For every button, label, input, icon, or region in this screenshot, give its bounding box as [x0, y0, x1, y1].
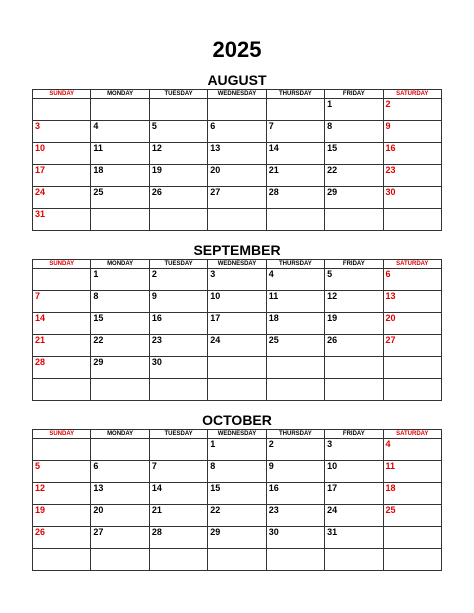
day-cell	[266, 379, 324, 401]
day-cell: 6	[383, 269, 441, 291]
day-cell: 25	[383, 505, 441, 527]
week-row	[33, 335, 442, 357]
day-cell: 12	[325, 291, 383, 313]
day-cell: 12	[149, 143, 207, 165]
day-cell	[33, 99, 91, 121]
week-row	[33, 379, 442, 401]
day-cell: 1	[208, 439, 266, 461]
day-cell: 1	[325, 99, 383, 121]
day-cell: 3	[33, 121, 91, 143]
weekday-header: TUESDAY	[149, 90, 207, 99]
day-cell: 3	[208, 269, 266, 291]
week-row	[33, 187, 442, 209]
weekday-header: THURSDAY	[266, 90, 324, 99]
day-cell: 14	[266, 143, 324, 165]
day-cell: 27	[383, 335, 441, 357]
day-cell	[383, 357, 441, 379]
day-cell: 12	[33, 483, 91, 505]
day-cell	[91, 549, 149, 571]
day-cell	[91, 99, 149, 121]
day-cell: 18	[91, 165, 149, 187]
day-cell: 2	[149, 269, 207, 291]
day-cell	[91, 439, 149, 461]
week-row	[33, 357, 442, 379]
day-cell: 11	[266, 291, 324, 313]
day-cell: 23	[383, 165, 441, 187]
week-row	[33, 439, 442, 461]
day-cell: 13	[208, 143, 266, 165]
weekday-header: TUESDAY	[149, 430, 207, 439]
day-cell: 10	[325, 461, 383, 483]
week-row	[33, 549, 442, 571]
day-cell: 2	[266, 439, 324, 461]
day-cell: 31	[33, 209, 91, 231]
weekday-header: MONDAY	[91, 260, 149, 269]
week-row	[33, 143, 442, 165]
day-cell: 19	[33, 505, 91, 527]
day-cell: 30	[383, 187, 441, 209]
day-cell: 9	[149, 291, 207, 313]
day-cell: 5	[33, 461, 91, 483]
day-cell: 23	[266, 505, 324, 527]
day-cell	[208, 209, 266, 231]
week-row	[33, 461, 442, 483]
weekday-header: WEDNESDAY	[208, 260, 266, 269]
day-cell	[383, 549, 441, 571]
day-cell	[149, 379, 207, 401]
day-cell: 8	[91, 291, 149, 313]
weekday-header: MONDAY	[91, 430, 149, 439]
day-cell	[266, 99, 324, 121]
year-title: 2025	[212, 37, 262, 62]
day-cell	[266, 549, 324, 571]
calendar-grid	[32, 429, 442, 571]
day-cell: 29	[325, 187, 383, 209]
day-cell: 20	[383, 313, 441, 335]
day-cell	[325, 549, 383, 571]
day-cell: 5	[149, 121, 207, 143]
day-cell: 11	[91, 143, 149, 165]
weekday-header: FRIDAY	[325, 260, 383, 269]
day-cell: 20	[208, 165, 266, 187]
day-cell: 29	[91, 357, 149, 379]
weekday-header: WEDNESDAY	[208, 430, 266, 439]
weekday-header: SUNDAY	[33, 430, 91, 439]
day-cell: 6	[208, 121, 266, 143]
day-cell	[149, 439, 207, 461]
day-cell: 19	[149, 165, 207, 187]
day-cell: 25	[91, 187, 149, 209]
day-cell: 22	[91, 335, 149, 357]
day-cell: 28	[149, 527, 207, 549]
day-cell: 30	[149, 357, 207, 379]
week-row	[33, 313, 442, 335]
day-cell	[33, 549, 91, 571]
weekday-header: SATURDAY	[383, 90, 441, 99]
day-cell: 8	[208, 461, 266, 483]
month-title: AUGUST	[207, 72, 267, 88]
day-cell: 28	[33, 357, 91, 379]
week-row	[33, 269, 442, 291]
week-row	[33, 505, 442, 527]
day-cell: 22	[325, 165, 383, 187]
day-cell: 15	[325, 143, 383, 165]
day-cell: 26	[149, 187, 207, 209]
day-cell: 9	[383, 121, 441, 143]
week-row	[33, 121, 442, 143]
day-cell: 2	[383, 99, 441, 121]
weekday-header: SATURDAY	[383, 260, 441, 269]
day-cell: 27	[208, 187, 266, 209]
weekday-header: THURSDAY	[266, 260, 324, 269]
weekday-header: WEDNESDAY	[208, 90, 266, 99]
weekday-header: FRIDAY	[325, 430, 383, 439]
day-cell: 15	[91, 313, 149, 335]
day-cell	[266, 357, 324, 379]
day-cell	[383, 527, 441, 549]
day-cell	[383, 379, 441, 401]
day-cell: 14	[33, 313, 91, 335]
day-cell	[149, 549, 207, 571]
day-cell: 7	[266, 121, 324, 143]
month-title: SEPTEMBER	[193, 242, 281, 258]
week-row	[33, 99, 442, 121]
week-row	[33, 291, 442, 313]
day-cell: 16	[149, 313, 207, 335]
day-cell: 17	[208, 313, 266, 335]
day-cell: 22	[208, 505, 266, 527]
day-cell	[266, 209, 324, 231]
day-cell: 30	[266, 527, 324, 549]
day-cell: 17	[33, 165, 91, 187]
day-cell: 31	[325, 527, 383, 549]
day-cell: 13	[383, 291, 441, 313]
day-cell: 18	[266, 313, 324, 335]
day-cell	[325, 209, 383, 231]
week-row	[33, 165, 442, 187]
day-cell: 3	[325, 439, 383, 461]
day-cell: 24	[33, 187, 91, 209]
day-cell	[149, 209, 207, 231]
day-cell: 18	[383, 483, 441, 505]
day-cell: 17	[325, 483, 383, 505]
weekday-header-row	[33, 260, 442, 269]
day-cell	[149, 99, 207, 121]
weekday-header: TUESDAY	[149, 260, 207, 269]
day-cell: 15	[208, 483, 266, 505]
day-cell: 10	[208, 291, 266, 313]
day-cell	[383, 209, 441, 231]
day-cell	[325, 357, 383, 379]
weekday-header: FRIDAY	[325, 90, 383, 99]
weekday-header: SUNDAY	[33, 90, 91, 99]
day-cell: 25	[266, 335, 324, 357]
week-row	[33, 209, 442, 231]
day-cell: 6	[91, 461, 149, 483]
day-cell: 21	[33, 335, 91, 357]
day-cell: 11	[383, 461, 441, 483]
day-cell: 16	[266, 483, 324, 505]
day-cell	[33, 439, 91, 461]
day-cell: 27	[91, 527, 149, 549]
day-cell	[325, 379, 383, 401]
weekday-header: SATURDAY	[383, 430, 441, 439]
week-row	[33, 483, 442, 505]
day-cell: 24	[325, 505, 383, 527]
day-cell: 1	[91, 269, 149, 291]
day-cell	[208, 379, 266, 401]
day-cell: 26	[33, 527, 91, 549]
month-title: OCTOBER	[202, 412, 272, 428]
day-cell: 13	[91, 483, 149, 505]
day-cell: 5	[325, 269, 383, 291]
weekday-header: MONDAY	[91, 90, 149, 99]
day-cell: 10	[33, 143, 91, 165]
day-cell: 24	[208, 335, 266, 357]
week-row	[33, 527, 442, 549]
weekday-header: SUNDAY	[33, 260, 91, 269]
day-cell: 26	[325, 335, 383, 357]
day-cell: 7	[33, 291, 91, 313]
weekday-header-row	[33, 90, 442, 99]
month-september	[32, 242, 442, 401]
day-cell	[208, 357, 266, 379]
day-cell: 21	[266, 165, 324, 187]
day-cell	[33, 379, 91, 401]
month-october	[32, 412, 442, 571]
calendar-grid	[32, 89, 442, 231]
month-august	[32, 72, 442, 231]
weekday-header-row	[33, 430, 442, 439]
day-cell: 7	[149, 461, 207, 483]
day-cell: 20	[91, 505, 149, 527]
day-cell: 16	[383, 143, 441, 165]
calendar-grid	[32, 259, 442, 401]
day-cell: 23	[149, 335, 207, 357]
day-cell: 4	[91, 121, 149, 143]
day-cell	[91, 209, 149, 231]
day-cell: 19	[325, 313, 383, 335]
day-cell: 4	[383, 439, 441, 461]
day-cell	[33, 269, 91, 291]
weekday-header: THURSDAY	[266, 430, 324, 439]
day-cell: 14	[149, 483, 207, 505]
day-cell: 4	[266, 269, 324, 291]
day-cell: 21	[149, 505, 207, 527]
day-cell: 8	[325, 121, 383, 143]
day-cell	[208, 549, 266, 571]
day-cell: 29	[208, 527, 266, 549]
day-cell	[208, 99, 266, 121]
day-cell: 28	[266, 187, 324, 209]
day-cell	[91, 379, 149, 401]
day-cell: 9	[266, 461, 324, 483]
